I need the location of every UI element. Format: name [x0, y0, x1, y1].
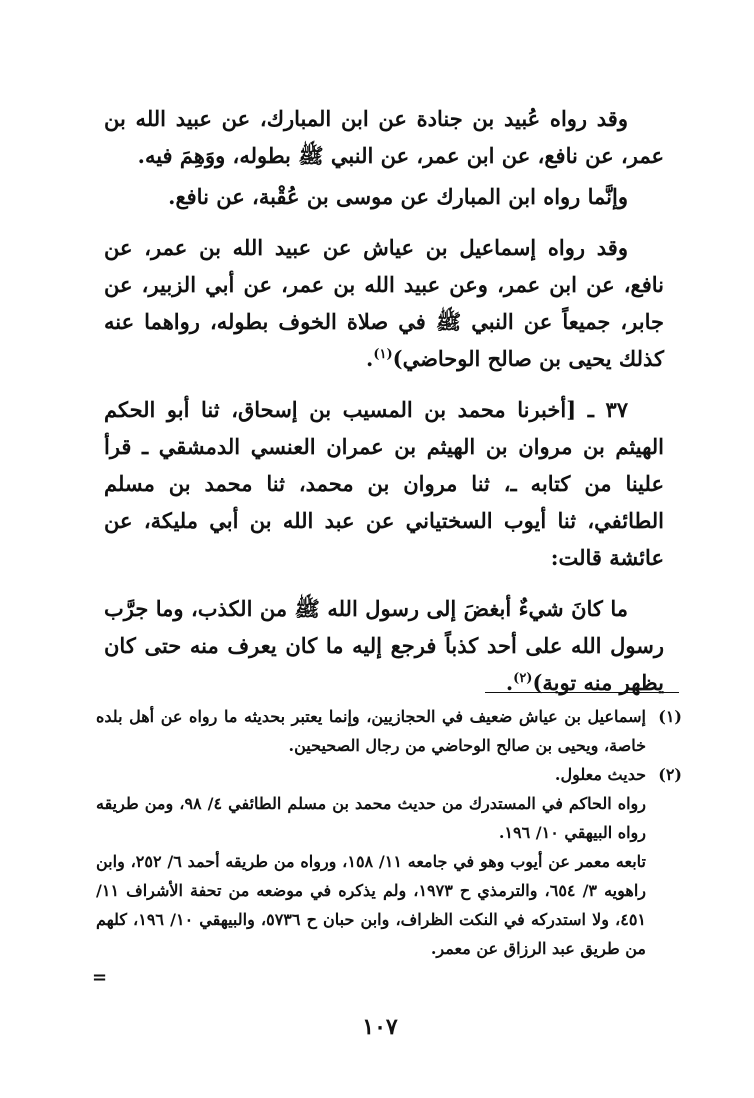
paragraph-1: وقد رواه عُبيد بن جنادة عن ابن المبارك، عن عبيد الله بن عمر، عن نافع، عن ابن عمر، عن النبي ﷺ بطوله، ووَهِمَ فيه.: [104, 106, 664, 168]
footnote-2-para-1: رواه الحاكم في المستدرك من حديث محمد بن مسلم الطائفي ٤/ ٩٨، ومن طريقه رواه البيهقي ١٠/ ١٩٦.: [96, 794, 647, 842]
page-number: ١٠٧: [362, 1014, 398, 1040]
footnote-ref-2: (٢): [513, 671, 533, 686]
paragraph-3: [104, 229, 664, 377]
footnote-1: [96, 702, 682, 760]
main-text: [104, 100, 664, 701]
footnote-ref-1: (١): [373, 347, 393, 362]
paragraph-2: وإنَّما رواه ابن المبارك عن موسى بن عُقْبة، عن نافع.: [168, 184, 628, 209]
footnote-2-title: حديث معلول.: [554, 765, 646, 784]
continuation-mark: =: [92, 967, 108, 988]
footnote-2-number: (٢): [658, 765, 682, 784]
paragraph-3-end: .: [366, 346, 374, 371]
footnote-2-para-2: تابعه معمر عن أيوب وهو في جامعه ١١/ ١٥٨، ورواه من طريقه أحمد ٦/ ٢٥٢، وابن راهويه ٣/ ٦٥٤، والترمذي ح ١٩٧٣، ولم يذكره في موضعه من تحفة الأشراف ١١/ ٤٥١، ولا استدركه في النكت الظراف، وابن حبان ح ٥٧٣٦، والبيهقي ١٠/ ١٩٦، كلهم من طريق عبد الرزاق عن معمر.: [96, 852, 646, 958]
paragraph-5-text: ما كانَ شيءٌ أبغضَ إلى رسول الله ﷺ من الكذب، وما جرَّب رسول الله على أحد كذباً فرجع إليه ما كان يعرف منه حتى كان يظهر منه توبة): [104, 596, 664, 695]
paragraph-4-text: [أخبرنا محمد بن المسيب بن إسحاق، ثنا أبو الحكم الهيثم بن مروان بن الهيثم بن عمران العنسي الدمشقي ـ قرأ علينا من كتابه ـ، ثنا مروان بن محمد، ثنا محمد بن مسلم الطائفي، ثنا أيوب السختياني عن عبد الله بن أبي مليكة، عن عائشة قالت:: [104, 397, 664, 570]
footnote-1-number: (١): [658, 707, 682, 726]
paragraph-5-end: .: [505, 670, 514, 695]
footnote-2: [96, 760, 682, 789]
paragraph-5: [104, 590, 664, 701]
paragraph-4: [104, 391, 664, 576]
footnotes: [96, 702, 682, 963]
paragraph-3-text: وقد رواه إسماعيل بن عياش عن عبيد الله بن عمر، عن نافع، عن ابن عمر، وعن عبيد الله بن عمر، عن أبي الزبير، عن جابر، جميعاً عن النبي ﷺ في صلاة الخوف بطوله، رواهما عنه كذلك يحيى بن صالح الوحاضي): [104, 235, 664, 371]
hadith-number: ٣٧ ـ: [587, 397, 629, 422]
footnote-separator: [485, 692, 679, 693]
footnote-1-text: إسماعيل بن عياش ضعيف في الحجازيين، وإنما يعتبر بحديثه ما رواه عن أهل بلده خاصة، ويحيى بن صالح الوحاضي من رجال الصحيحين.: [96, 707, 646, 755]
